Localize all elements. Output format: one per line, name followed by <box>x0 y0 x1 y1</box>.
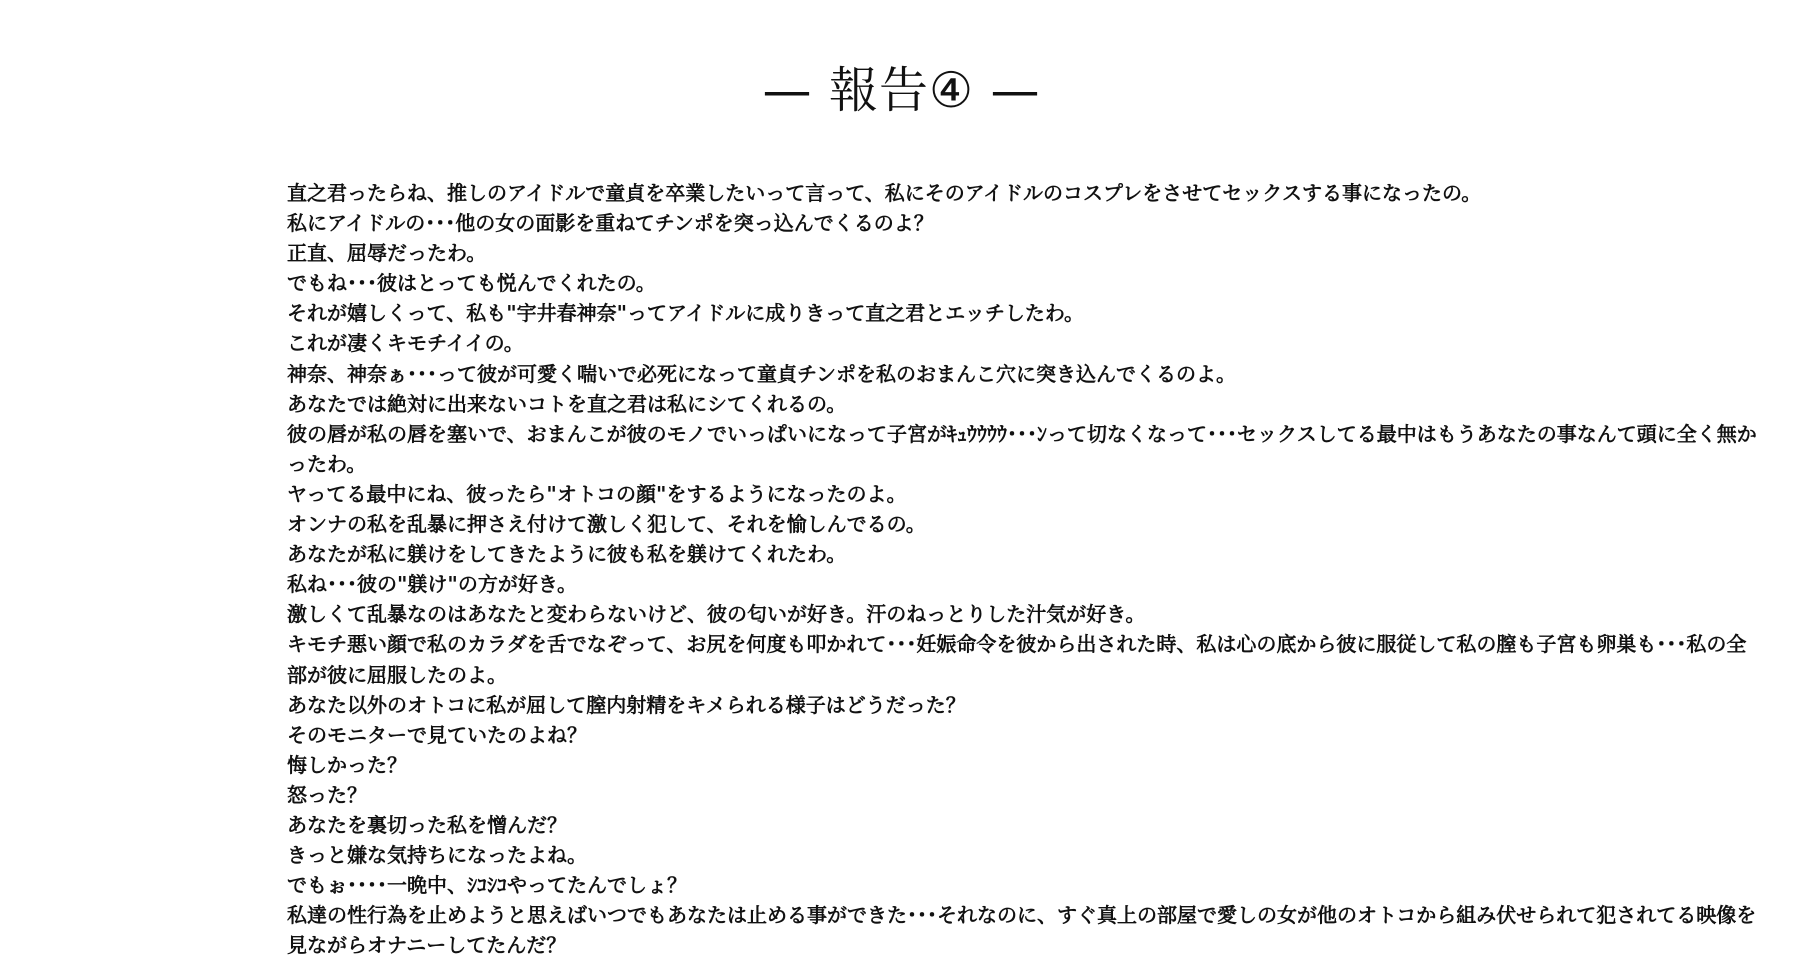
text-line: 私ね･･･彼の"躾け"の方が好き。 <box>287 572 578 597</box>
text-line: オンナの私を乱暴に押さえ付けて激しく犯して、それを愉しんでるの。 <box>287 512 926 537</box>
text-line: 私達の性行為を止めようと思えばいつでもあなたは止める事ができた･･･それなのに、すぐ真上の部屋で愛しの女が他のオトコから組み伏せられて犯されてる映像を見ながらオナニーしてたんだ？ <box>287 903 1757 958</box>
text-line: きっと嫌な気持ちになったよね。 <box>287 843 587 868</box>
text-line: 神奈、神奈ぁ･･･って彼が可愛く喘いで必死になって童貞チンポを私のおまんこ穴に突き込んでくるのよ。 <box>287 361 1236 386</box>
text-line: ヤってる最中にね、彼ったら"オトコの顔"をするようになったのよ。 <box>287 481 907 506</box>
text-line: でもね･･･彼はとっても悦んでくれたの。 <box>287 271 656 296</box>
text-line: あなたを裏切った私を憎んだ？ <box>287 812 567 837</box>
text-line: キモチ悪い顔で私のカラダを舌でなぞって、お尻を何度も叩かれて･･･妊娠命令を彼から出された時、私は心の底から彼に服従して私の膣も子宮も卵巣も･･･私の全部が彼に屈服したのよ。 <box>287 632 1747 687</box>
text-line: 直之君ったらね、推しのアイドルで童貞を卒業したいって言って、私にそのアイドルのコスプレをさせてセックスする事になったの。 <box>287 181 1482 205</box>
text-line: 激しくて乱暴なのはあなたと変わらないけど、彼の匂いが好き。汗のねっとりした汁気が好き。 <box>287 602 1146 627</box>
text-line: あなたでは絶対に出来ないコトを直之君は私にシてくれるの。 <box>287 391 847 416</box>
text-line: あなたが私に躾けをしてきたように彼も私を躾けてくれたわ。 <box>287 542 847 567</box>
text-line: そのモニターで見ていたのよね？ <box>287 722 587 747</box>
text-line: あなた以外のオトコに私が屈して膣内射精をキメられる様子はどうだった？ <box>287 692 966 717</box>
page-title: — 報告④ — <box>762 61 1041 119</box>
text-line: 彼の唇が私の唇を塞いで、おまんこが彼のモノでいっぱいになって子宮がｷｭｳｳｳｳ･･･ﾝって切なくなって･･･セックスしてる最中はもうあなたの事なんて頭に全く無かったわ。 <box>287 421 1757 476</box>
text-line: 怒った？ <box>287 782 367 807</box>
text-line: 悔しかった？ <box>287 752 407 777</box>
text-line: これが凄くキモチイイの。 <box>287 331 524 356</box>
text-line: 私にアイドルの･･･他の女の面影を重ねてチンポを突っ込んでくるのよ？ <box>287 211 934 236</box>
text-line: 正直、屈辱だったわ。 <box>287 241 487 266</box>
text-line: それが嬉しくって、私も"宇井春神奈"ってアイドルに成りきって直之君とエッチしたわ。 <box>287 301 1085 326</box>
report-body <box>287 178 1757 960</box>
text-line: でもぉ････一晩中、ｼｺｼｺやってたんでしょ？ <box>287 873 687 898</box>
